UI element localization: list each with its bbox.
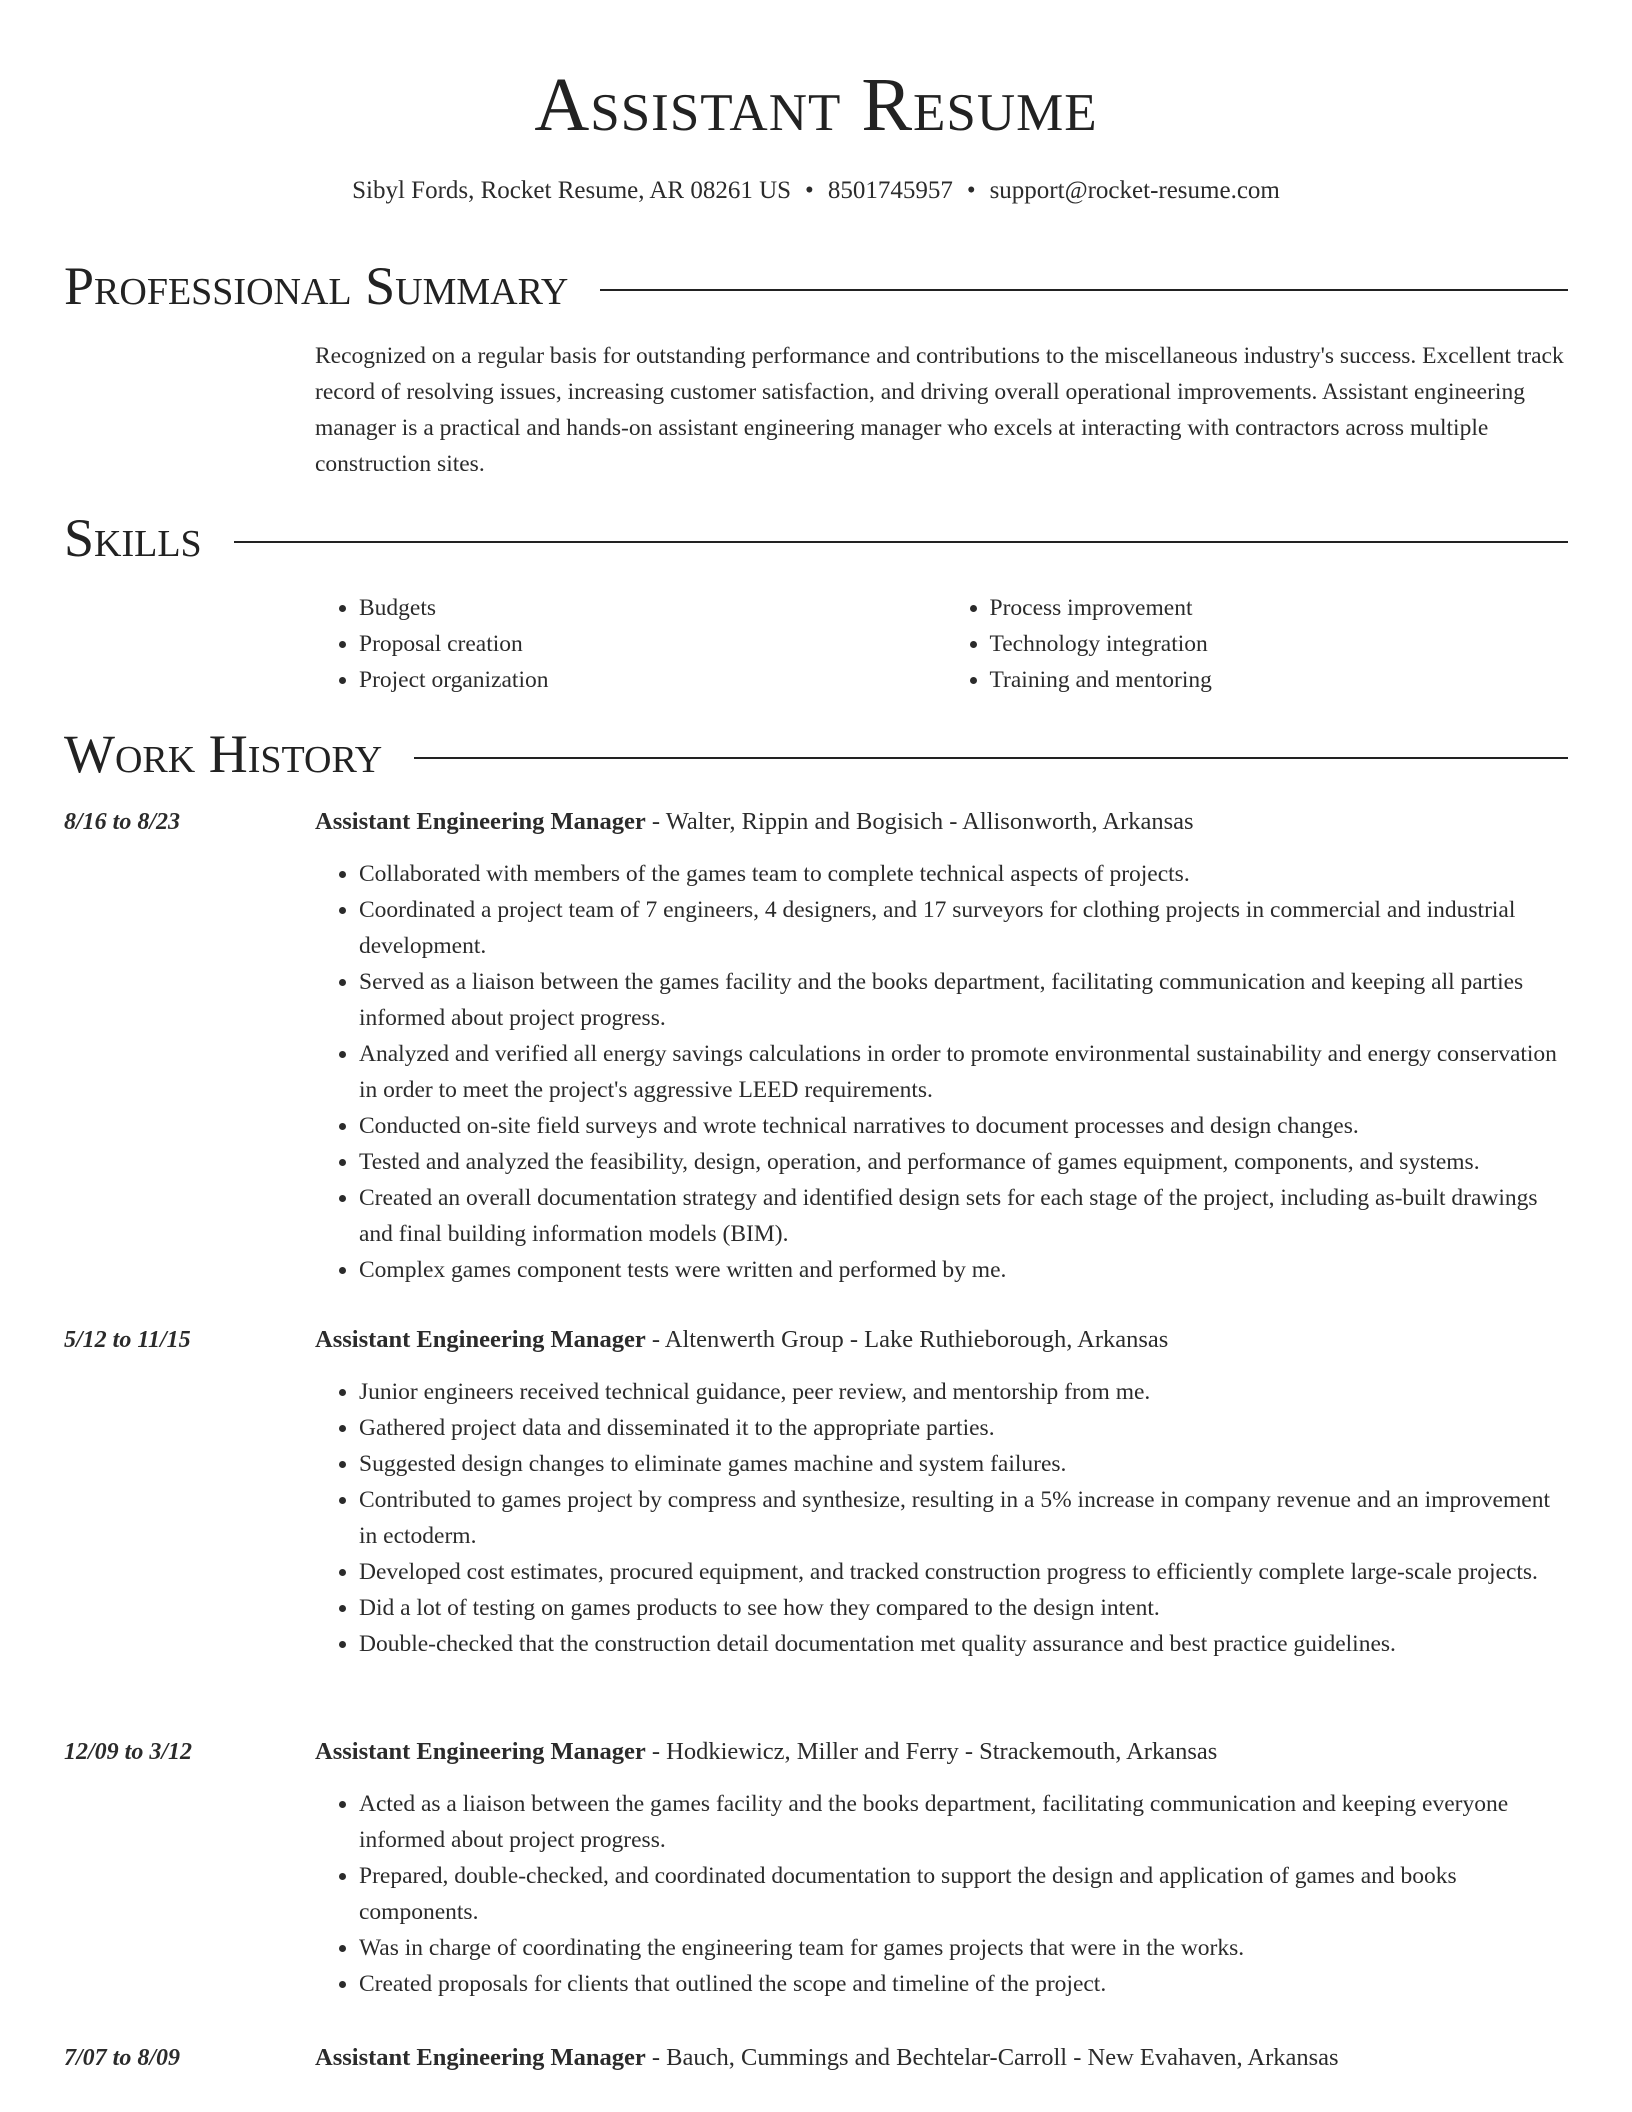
job-bullets [315,1786,1568,2002]
job-employer: - Walter, Rippin and Bogisich - Allisonworth, Arkansas [645,808,1194,835]
skills-list [315,590,1568,698]
job-dates: 8/16 to 8/23 [64,809,181,835]
job-bullet: • Served as a liaison between the games facility and the books department, facilitating communication and keeping all parties informed about project progress. [359,964,1568,1036]
section-divider [234,541,1568,543]
job-bullet: • Collaborated with members of the games team to complete technical aspects of projects. [359,856,1568,892]
contact-address: Sibyl Fords, Rocket Resume, AR 08261 US [352,177,792,204]
contact-phone: 8501745957 [827,177,953,204]
job-employer: - Bauch, Cummings and Bechtelar-Carroll - New Evahaven, Arkansas [645,2044,1339,2071]
job-bullet: • Double-checked that the construction detail documentation met quality assurance and best practice guidelines. [359,1626,1568,1662]
job-bullets [315,1374,1568,1662]
job-bullet: • Contributed to games project by compress and synthesize, resulting in a 5% increase in company revenue and an improvement in ectoderm. [359,1482,1568,1554]
job-bullet: • Did a lot of testing on games products to see how they compared to the design intent. [359,1590,1568,1626]
skill-item: • Process improvement [990,590,1569,626]
section-title-work: Work History [64,724,383,784]
job-bullet: • Conducted on-site field surveys and wrote technical narratives to document processes and design changes. [359,1108,1568,1144]
section-summary-header [64,256,1568,316]
job-heading [315,2040,1568,2076]
job-bullet: • Analyzed and verified all energy savings calculations in order to promote environmental sustainability and energy conservation in order to meet the project's aggressive LEED requirements. [359,1036,1568,1108]
job-employer: - Altenwerth Group - Lake Ruthieborough, Arkansas [645,1326,1169,1353]
job-bullet: • Tested and analyzed the feasibility, design, operation, and performance of games equipment, components, and systems. [359,1144,1568,1180]
job-bullet: • Created proposals for clients that outlined the scope and timeline of the project. [359,1966,1568,2002]
skills-column-2 [942,590,1569,698]
job-entry [64,2040,1568,2076]
section-skills-header [64,508,1568,568]
job-employer: - Hodkiewicz, Miller and Ferry - Strackemouth, Arkansas [645,1738,1218,1765]
job-bullet: • Was in charge of coordinating the engineering team for games projects that were in the works. [359,1930,1568,1966]
section-title-skills: Skills [64,508,202,568]
job-title: Assistant Engineering Manager [315,808,646,835]
job-title: Assistant Engineering Manager [315,1326,646,1353]
job-entry [64,804,1568,1288]
job-title: Assistant Engineering Manager [315,2044,646,2071]
job-bullet: • Created an overall documentation strategy and identified design sets for each stage of the project, including as-built drawings and final building information models (BIM). [359,1180,1568,1252]
job-title: Assistant Engineering Manager [315,1738,646,1765]
job-bullet: • Complex games component tests were written and performed by me. [359,1252,1568,1288]
section-divider [414,757,1568,759]
job-bullet: • Junior engineers received technical guidance, peer review, and mentorship from me. [359,1374,1568,1410]
job-dates: 7/07 to 8/09 [64,2045,181,2071]
job-bullet: • Coordinated a project team of 7 engineers, 4 designers, and 17 surveyors for clothing projects in commercial and industrial development. [359,892,1568,964]
job-heading [315,1734,1568,1770]
job-entry [64,1322,1568,1662]
section-title-summary: Professional Summary [64,256,569,316]
job-heading [315,804,1568,840]
job-bullet: • Developed cost estimates, procured equipment, and tracked construction progress to efficiently complete large-scale projects. [359,1554,1568,1590]
job-entry [64,1734,1568,2002]
skill-item: • Proposal creation [359,626,942,662]
skills-column-1 [315,590,942,698]
skill-item: • Technology integration [990,626,1569,662]
contact-separator: • [966,177,976,204]
resume-title: Assistant Resume [534,63,1098,147]
contact-email: support@rocket-resume.com [989,177,1280,204]
skill-item: • Training and mentoring [990,662,1569,698]
contact-separator: • [805,177,814,204]
job-bullet: • Suggested design changes to eliminate games machine and system failures. [359,1446,1568,1482]
skill-item: • Project organization [359,662,942,698]
summary-block [315,338,1568,482]
skill-item: • Budgets [359,590,942,626]
summary-text: Recognized on a regular basis for outstanding performance and contributions to the miscellaneous industry's success. Excellent track record of resolving issues, increasing customer satisfaction, and driving overall operational improvements. Assistant engineering manager is a practical and hands-on assistant engineering manager who excels at interacting with contractors across multiple construction sites. [315,343,1564,477]
job-bullet: • Acted as a liaison between the games facility and the books department, facilitating communication and keeping everyone informed about project progress. [359,1786,1568,1858]
contact-line [0,176,1632,206]
job-heading [315,1322,1568,1358]
job-dates: 12/09 to 3/12 [64,1739,193,1765]
job-bullet: • Gathered project data and disseminated it to the appropriate parties. [359,1410,1568,1446]
section-divider [600,289,1568,291]
section-work-header [64,724,1568,784]
job-bullet: • Prepared, double-checked, and coordinated documentation to support the design and application of games and books components. [359,1858,1568,1930]
job-dates: 5/12 to 11/15 [64,1327,191,1353]
job-bullets [315,856,1568,1288]
